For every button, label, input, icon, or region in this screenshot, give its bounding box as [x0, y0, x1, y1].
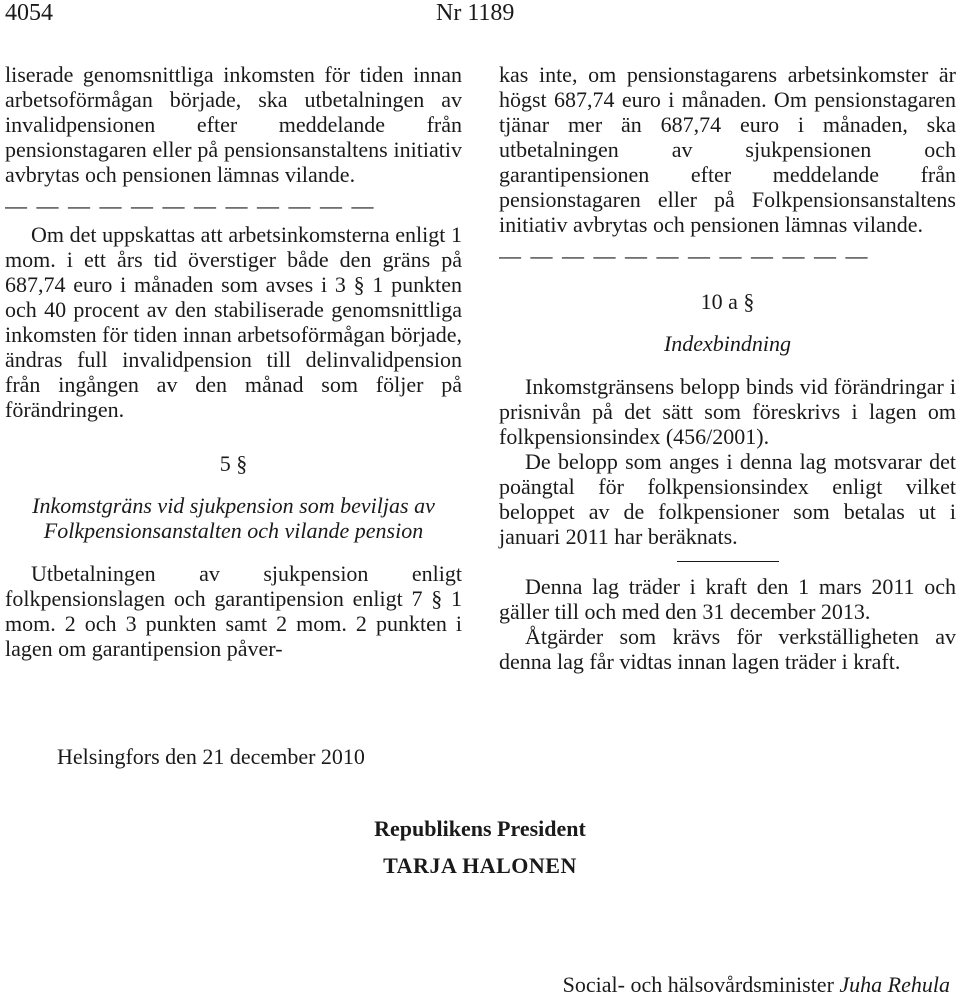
section-title: Inkomstgräns vid sjukpension som beviljas av Folkpensionsanstalten och vilande pension — [32, 493, 435, 543]
section-title: Indexbindning — [663, 331, 792, 356]
section-number: 10 a § — [700, 289, 755, 314]
signatory-name: TARJA HALONEN — [383, 853, 577, 878]
paragraph-index-binding: Inkomstgränsens belopp binds vid förändringar i prisnivån på det sätt som föreskrivs i lagen om folkpensionsindex (456/2001). — [499, 374, 956, 449]
place-and-date: Helsingfors den 21 december 2010 — [57, 744, 365, 769]
paragraph-index-amounts: De belopp som anges i denna lag motsvarar det poängtal för folkpensionsindex enligt vilket beloppet av de folkpensioner som betalas ut i januari 2011 har beräknats. — [499, 449, 956, 549]
minister-signature — [563, 972, 950, 997]
right-column — [499, 62, 956, 674]
paragraph-entry-into-force: Denna lag träder i kraft den 1 mars 2011 och gäller till och med den 31 december 2013. — [499, 574, 956, 624]
left-column — [5, 62, 462, 661]
section-number: 5 § — [219, 451, 248, 476]
paragraph-earnings-limit: Om det uppskattas att arbetsinkomsterna enligt 1 mom. i ett års tid överstiger både den gräns på 687,74 euro i månaden som avses i 3 § 1 punkten och 40 procent av den stabiliserade genomsnittliga inkomsten för tiden innan arbetsoförmågan började, ändras full invalidpension till delinvalidpension från ingången av den månad som följer på förändringen. — [5, 222, 462, 422]
paragraph-continuation: kas inte, om pensionstagarens arbetsinkomster är högst 687,74 euro i månaden. Om pensionstagaren tjänar mer än 687,74 euro i månaden, ska utbetalningen av sjukpensionen och garantipensionen efter meddelande från pensionstagaren eller på Folkpensionsanstaltens initiativ avbrytas och pensionen lämnas vilande. — [499, 62, 956, 237]
page-number: 4054 — [5, 0, 53, 26]
signatory-title: Republikens President — [374, 816, 586, 841]
omission-dashes: — — — — — — — — — — — — — [5, 193, 376, 218]
paragraph-implementation-measures: Åtgärder som krävs för verkställigheten av denna lag får vidtas innan lagen träder i kraft. — [499, 624, 956, 674]
minister-role: Social- och hälsovårdsminister — [562, 972, 834, 997]
paragraph-continuation: liserade genomsnittliga inkomsten för tiden innan arbetsoförmågan började, ska utbetalningen av invalidpensionen efter meddelande från pensionstagaren eller på pensionsanstaltens initiativ avbrytas och pensionen lämnas vilande. — [5, 62, 462, 187]
issue-number: Nr 1189 — [436, 0, 515, 26]
minister-name: Juha Rehula — [839, 972, 950, 997]
omission-dashes: — — — — — — — — — — — — — [499, 243, 870, 268]
paragraph-sickness-pension: Utbetalningen av sjukpension enligt folkpensionslagen och garantipension enligt 7 § 1 mom. 2 och 3 punkten samt 2 mom. 2 punkten i lagen om garantipension påver- — [5, 561, 462, 661]
